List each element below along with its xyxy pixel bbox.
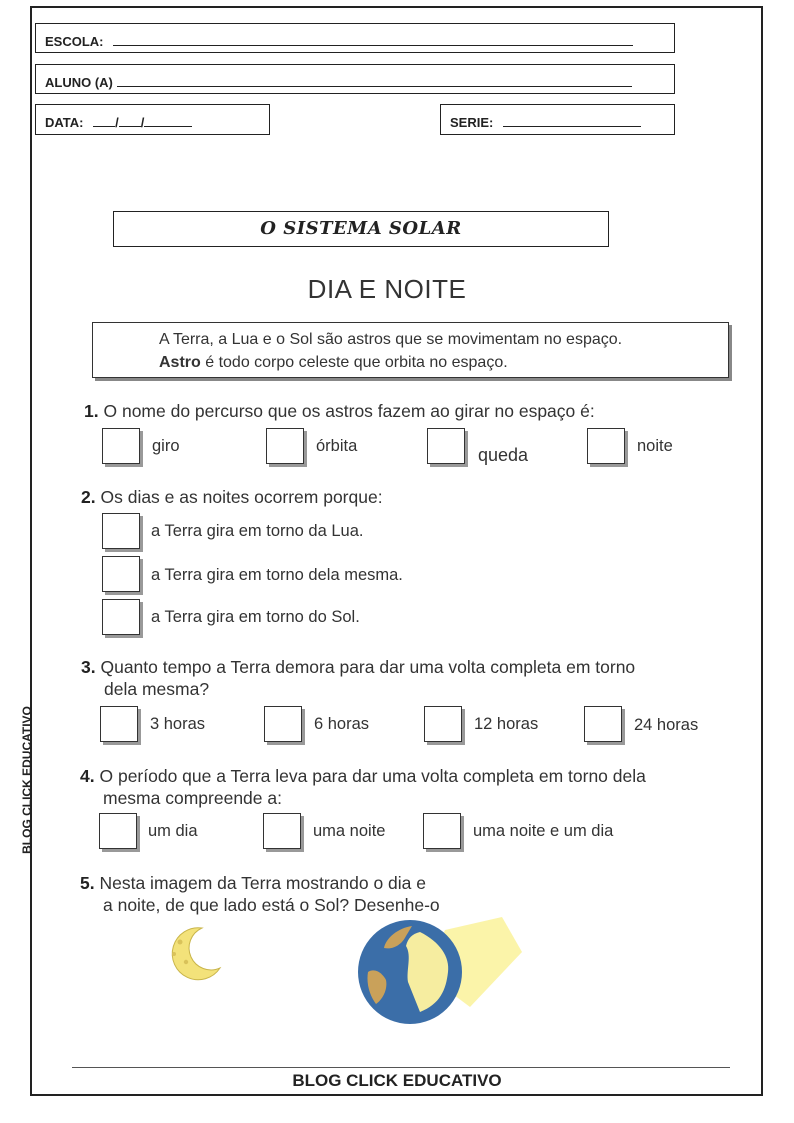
question-text-cont: dela mesma? [104,679,210,699]
student-blank[interactable] [117,73,632,87]
info-line-2 [159,351,728,374]
grade-label: SERIE: [450,115,494,130]
subtitle: DIA E NOITE [307,274,467,304]
q1-option-label: órbita [316,437,358,455]
info-line-1: A Terra, a Lua e o Sol são astros que se movimentam no espaço. [159,331,623,348]
q3-checkbox-12h[interactable] [424,706,462,742]
q2-option-label: a Terra gira em torno da Lua. [151,522,364,540]
q1-checkbox-queda[interactable] [427,428,465,464]
moon-icon [172,928,220,980]
q2-checkbox-2[interactable] [102,556,140,592]
question-1 [84,400,595,422]
date-label: DATA: [45,115,84,130]
question-text: Os dias e as noites ocorrem porque: [100,487,383,507]
q4-checkbox-noite[interactable] [263,813,301,849]
q3-checkbox-6h[interactable] [264,706,302,742]
question-2 [81,486,383,508]
question-5 [80,872,440,916]
footer-text: BLOG CLICK EDUCATIVO [292,1071,502,1090]
q3-option-label: 12 horas [474,715,539,733]
question-text: Quanto tempo a Terra demora para dar uma volta completa em torno [100,657,636,677]
date-separator: / [140,115,145,130]
page-title: O SISTEMA SOLAR [260,218,462,239]
q2-option-label: a Terra gira em torno do Sol. [151,608,360,626]
title-box [113,211,609,247]
q1-checkbox-noite[interactable] [587,428,625,464]
q1-option-label: giro [152,437,180,455]
question-number: 3. [81,657,96,677]
q4-checkbox-noite-e-dia[interactable] [423,813,461,849]
question-text: O nome do percurso que os astros fazem ao girar no espaço é: [103,401,595,421]
info-astro-definition: é todo corpo celeste que orbita no espaço. [200,354,508,371]
grade-blank[interactable] [503,113,641,127]
earth-icon [358,920,462,1024]
q4-checkbox-dia[interactable] [99,813,137,849]
info-box [92,322,729,378]
q4-option-label: uma noite e um dia [473,822,614,840]
date-day-blank[interactable] [93,113,115,127]
grade-field[interactable] [440,104,675,135]
date-month-blank[interactable] [119,113,141,127]
q1-checkbox-giro[interactable] [102,428,140,464]
date-year-blank[interactable] [144,113,192,127]
q1-checkbox-orbita[interactable] [266,428,304,464]
question-number: 1. [84,401,99,421]
question-4 [80,765,646,809]
q3-checkbox-24h[interactable] [584,706,622,742]
footer-divider [72,1067,730,1068]
q2-option-label: a Terra gira em torno dela mesma. [151,566,403,584]
question-text-cont: a noite, de que lado está o Sol? Desenhe-o [103,895,440,915]
student-field[interactable] [35,64,675,94]
date-separator: / [115,115,119,130]
day-night-illustration [150,912,530,1032]
q4-option-label: um dia [148,822,198,840]
q1-option-label: queda [478,445,529,465]
q4-option-label: uma noite [313,822,386,840]
question-3 [81,656,635,700]
q3-option-label: 24 horas [634,716,699,734]
question-number: 4. [80,766,95,786]
info-astro-term: Astro [159,354,201,371]
q3-option-label: 6 horas [314,715,370,733]
question-text: Nesta imagem da Terra mostrando o dia e [99,873,426,893]
school-field[interactable] [35,23,675,53]
question-text-cont: mesma compreende a: [103,788,282,808]
q3-checkbox-3h[interactable] [100,706,138,742]
date-field[interactable] [35,104,270,135]
question-text: O período que a Terra leva para dar uma volta completa em torno dela [99,766,646,786]
side-watermark-text: BLOG CLICK EDUCATIVO [20,706,34,854]
q3-option-label: 3 horas [150,715,206,733]
q1-option-label: noite [637,437,673,455]
q2-checkbox-3[interactable] [102,599,140,635]
school-label: ESCOLA: [45,34,104,49]
q2-checkbox-1[interactable] [102,513,140,549]
question-number: 2. [81,487,96,507]
school-blank[interactable] [113,32,633,46]
student-label: ALUNO (A) [45,75,113,90]
question-number: 5. [80,873,95,893]
